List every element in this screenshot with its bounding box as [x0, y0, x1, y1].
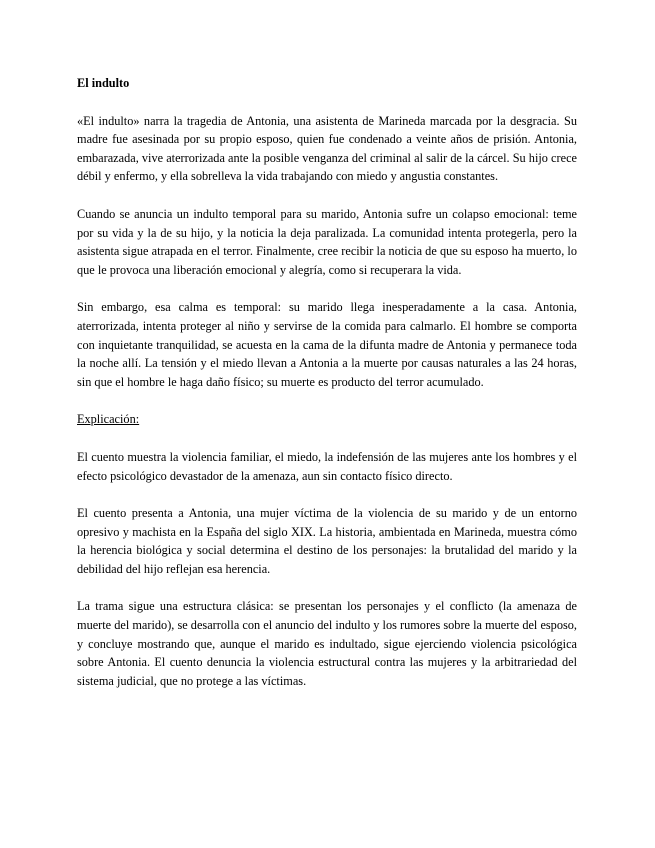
- summary-paragraph-2: Cuando se anuncia un indulto temporal para su marido, Antonia sufre un colapso emocional: teme por su vida y la de su hijo, y la noticia la deja paralizada. La comunidad intenta protegerla, pero la asistenta sigue atrapada en el terror. Finalmente, cree recibir la noticia de que su esposo ha muerto, lo que le provoca una liberación emocional y alegría, como si recuperara la vida.: [77, 206, 577, 277]
- explanation-paragraph-3: La trama sigue una estructura clásica: se presentan los personajes y el conflicto (la amenaza de muerte del marido), se desarrolla con el anuncio del indulto y los rumores sobre la muerte del esposo, y concluye mostrando que, aunque el marido es indultado, sigue ejerciendo violencia psicológica sobre Antonia. El cuento denuncia la violencia estructural contra las mujeres y la arbitrariedad del sistema judicial, que no protege a las víctimas.: [77, 599, 577, 688]
- document-title: El indulto: [77, 76, 130, 90]
- explanation-paragraph-1: El cuento muestra la violencia familiar, el miedo, la indefensión de las mujeres ante los hombres y el efecto psicológico devastador de la amenaza, aun sin contacto físico directo.: [77, 449, 577, 483]
- document-page: [77, 74, 577, 709]
- explanation-heading: Explicación:: [77, 412, 140, 427]
- summary-paragraph-1: «El indulto» narra la tragedia de Antonia, una asistenta de Marineda marcada por la desgracia. Su madre fue asesinada por su propio esposo, quien fue condenado a veinte años de prisión. Antonia, embarazada, vive aterrorizada ante la posible venganza del criminal al salir de la cárcel. Su hijo crece débil y enfermo, y ella sobrelleva la vida trabajando con miedo y angustia constantes.: [77, 113, 577, 184]
- explanation-paragraph-2: El cuento presenta a Antonia, una mujer víctima de la violencia de su marido y de un entorno opresivo y machista en la España del siglo XIX. La historia, ambientada en Marineda, muestra cómo la herencia biológica y social determina el destino de los personajes: la brutalidad del marido y la debilidad del hijo reflejan esa herencia.: [77, 506, 577, 576]
- summary-paragraph-3: Sin embargo, esa calma es temporal: su marido llega inesperadamente a la casa. Antonia, aterrorizada, intenta proteger al niño y servirse de la comida para calmarlo. El hombre se comporta con inquietante tranquilidad, se acuesta en la cama de la difunta madre de Antonia y permanece toda la noche allí. La tensión y el miedo llevan a Antonia a la muerte por causas naturales a las 24 horas, sin que el hombre le haga daño físico; su muerte es producto del terror acumulado.: [77, 300, 577, 389]
